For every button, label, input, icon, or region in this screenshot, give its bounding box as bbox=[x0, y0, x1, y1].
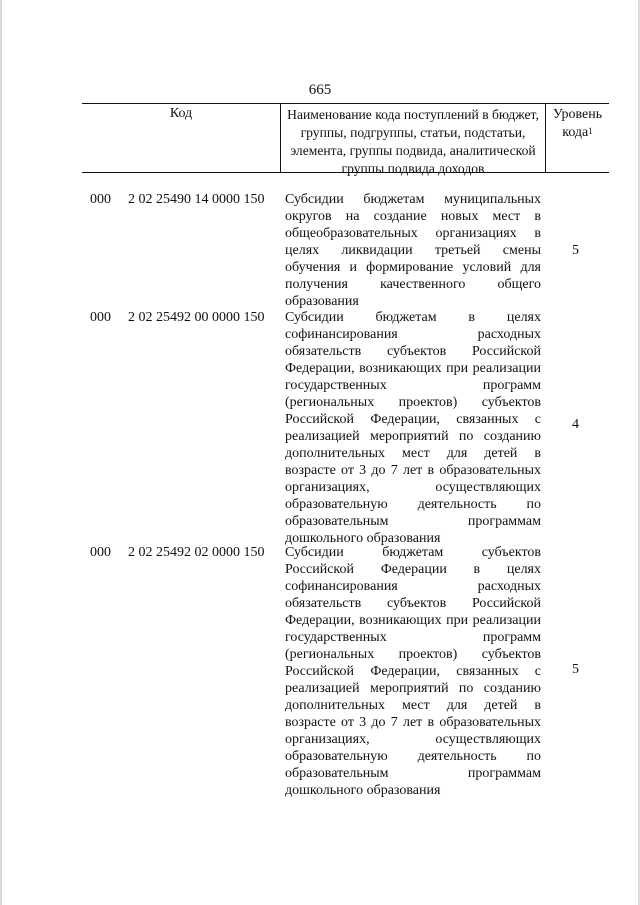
row-description: Субсидии бюджетам субъектов Российской Федерации в целях софинансирования расходных обязательств субъектов Российской Федерации, возникающих при реализации государственных программ (региональных проектов) субъектов Российской Федерации, связанных с реализацией мероприятий по созданию дополнительных мест для детей в возрасте от 3 до 7 лет в образовательных организациях, осуществляющих образовательную деятельность по образовательным программам дошкольного образования bbox=[285, 545, 541, 798]
table-header bbox=[82, 103, 609, 176]
row-description: Субсидии бюджетам в целях софинансирования расходных обязательств субъектов Российской Федерации, возникающих при реализации государственных программ (региональных проектов) субъектов Российской Федерации, связанных с реализацией мероприятий по созданию дополнительных мест для детей в возрасте от 3 до 7 лет в образовательных организациях, осуществляющих образовательную деятельность по образовательным программам дошкольного образования bbox=[285, 310, 541, 546]
row-level: 4 bbox=[572, 417, 579, 432]
header-code: Код bbox=[169, 106, 193, 121]
header-level bbox=[546, 106, 609, 142]
row-code: 2 02 25492 00 0000 150 bbox=[128, 310, 265, 325]
page-number: 665 bbox=[308, 82, 332, 98]
row-description: Субсидии бюджетам муниципальных округов на создание новых мест в общеобразовательных организациях в целях ликвидации третьей смены обучения и формирование условий для получения качественного общего образования bbox=[285, 192, 541, 309]
row-level: 5 bbox=[572, 243, 579, 258]
header-level-label: Уровень кода bbox=[552, 107, 603, 140]
row-prefix: 000 bbox=[90, 545, 111, 560]
row-prefix: 000 bbox=[90, 310, 111, 325]
row-code: 2 02 25490 14 0000 150 bbox=[128, 192, 265, 207]
header-level-footnote: 1 bbox=[588, 126, 593, 136]
header-name: Наименование кода поступлений в бюджет, группы, подгруппы, статьи, подстатьи, элемента, группы подвида, аналитической группы подвида доходов bbox=[287, 107, 539, 176]
row-level: 5 bbox=[572, 662, 579, 677]
row-code: 2 02 25492 02 0000 150 bbox=[128, 545, 265, 560]
row-prefix: 000 bbox=[90, 192, 111, 207]
scan-edge-left bbox=[0, 0, 2, 905]
